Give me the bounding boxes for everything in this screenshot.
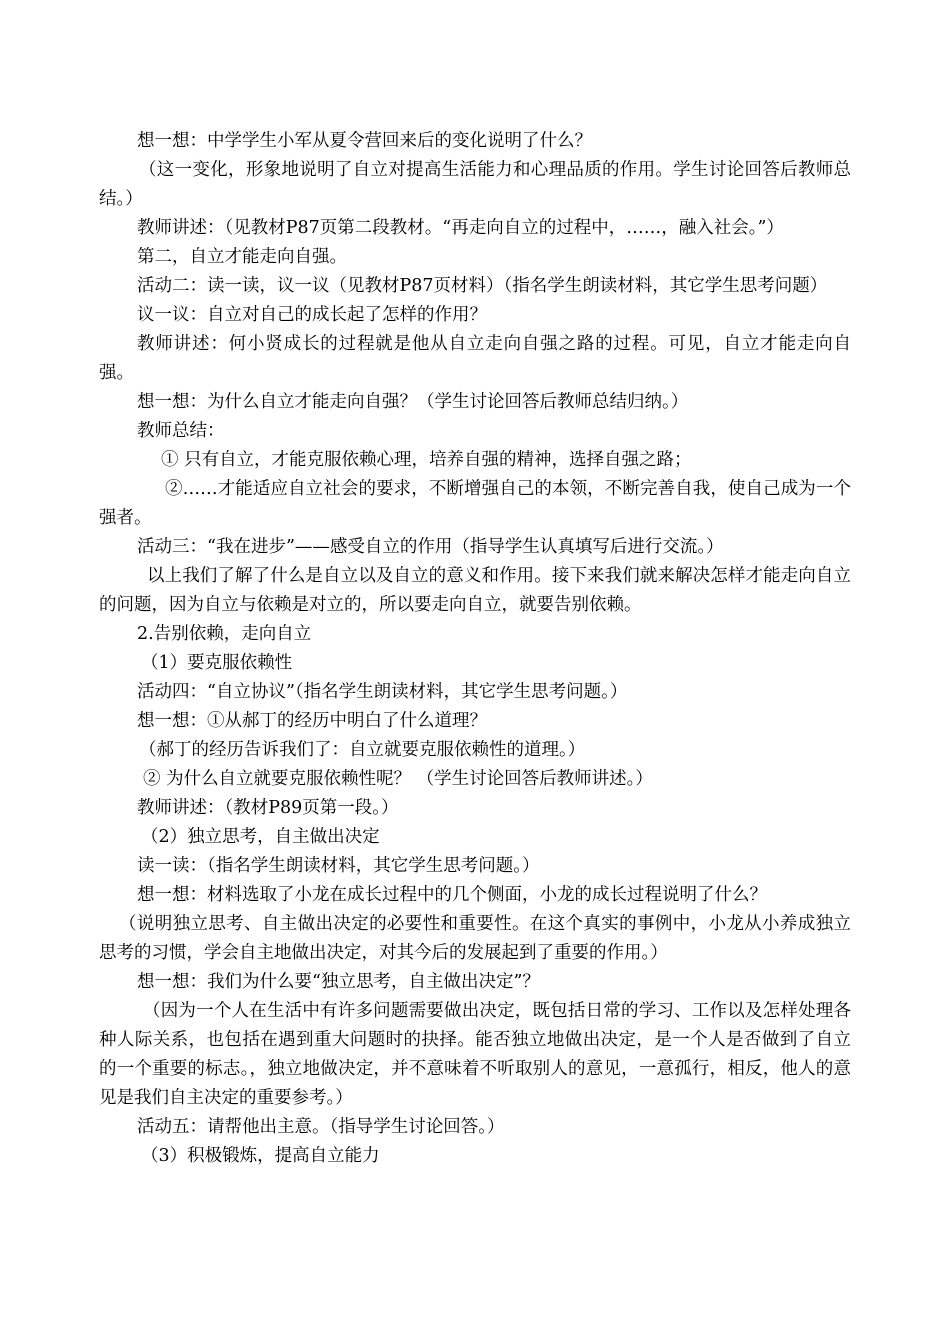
section-heading-2: 2.告别依赖，走向自立 bbox=[137, 624, 312, 644]
paragraph-haoding-answer: （郝丁的经历告诉我们了：自立就要克服依赖性的道理。） bbox=[139, 740, 586, 760]
paragraph-teacher-lecture-p89: 教师讲述：（教材P89页第一段。） bbox=[137, 798, 399, 818]
paragraph-think-haoding: 想一想：①从郝丁的经历中明白了什么道理？ bbox=[137, 711, 487, 731]
paragraph-activity-two: 活动二：读一读，议一议（见教材P87页材料）（指名学生朗读材料，其它学生思考问题） bbox=[137, 276, 828, 296]
paragraph-activity-five: 活动五：请帮他出主意。（指导学生讨论回答。） bbox=[137, 1117, 505, 1137]
subsection-heading-3: （3）积极锻炼，提高自立能力 bbox=[141, 1146, 380, 1166]
paragraph-transition: 以上我们了解了什么是自立以及自立的意义和作用。接下来我们就来解决怎样才能走向自立的问题，因为自立与依赖是对立的，所以要走向自立，就要告别依赖。 bbox=[99, 566, 851, 615]
document-body bbox=[99, 127, 851, 1171]
paragraph-discuss: 议一议：自立对自己的成长起了怎样的作用？ bbox=[137, 305, 487, 325]
paragraph-activity-four: 活动四：“自立协议”（指名学生朗读材料，其它学生思考问题。） bbox=[137, 682, 628, 702]
paragraph-change-explanation: （这一变化，形象地说明了自立对提高生活能力和心理品质的作用。学生讨论回答后教师总结。） bbox=[99, 160, 851, 209]
paragraph-think-xiaolong: 想一想：材料选取了小龙在成长过程中的几个侧面，小龙的成长过程说明了什么？ bbox=[137, 885, 767, 905]
paragraph-second-point: 第二，自立才能走向自强。 bbox=[137, 247, 347, 267]
paragraph-summary-point-1: ① 只有自立，才能克服依赖心理，培养自强的精神，选择自强之路； bbox=[161, 450, 692, 470]
paragraph-independent-answer: （因为一个人在生活中有许多问题需要做出决定，既包括日常的学习、工作以及怎样处理各种人际关系，也包括在遇到重大问题时的抉择。能否独立地做出决定，是一个人是否做到了自立的一个重要的标志。，独立地做决定，并不意味着不听取别人的意见，一意孤行，相反，他人的意见是我们自主决定的重要参考。） bbox=[99, 1001, 851, 1108]
paragraph-teacher-lecture-p87: 教师讲述：（见教材P87页第二段教材。“再走向自立的过程中，……，融入社会。”） bbox=[137, 218, 784, 238]
paragraph-think-xiaojun: 想一想：中学学生小军从夏令营回来后的变化说明了什么？ bbox=[137, 131, 592, 151]
paragraph-teacher-summary: 教师总结： bbox=[137, 421, 225, 441]
paragraph-xiaolong-answer: （说明独立思考、自主做出决定的必要性和重要性。在这个真实的事例中，小龙从小养成独立思考的习惯，学会自主地做出决定，对其今后的发展起到了重要的作用。） bbox=[99, 914, 851, 963]
paragraph-think-independent: 想一想：我们为什么要“独立思考，自主做出决定”？ bbox=[137, 972, 540, 992]
paragraph-teacher-lecture-he: 教师讲述：何小贤成长的过程就是他从自立走向自强之路的过程。可见，自立才能走向自强。 bbox=[99, 334, 851, 383]
paragraph-activity-three: 活动三：“我在进步”——感受自立的作用（指导学生认真填写后进行交流。） bbox=[137, 537, 724, 557]
paragraph-why-overcome: ② 为什么自立就要克服依赖性呢？ （学生讨论回答后教师讲述。） bbox=[143, 769, 653, 789]
paragraph-summary-point-2: ②……才能适应自立社会的要求，不断增强自己的本领，不断完善自我，使自己成为一个强者。 bbox=[99, 479, 851, 528]
subsection-heading-1: （1）要克服依赖性 bbox=[141, 653, 293, 673]
subsection-heading-2: （2）独立思考，自主做出决定 bbox=[141, 827, 380, 847]
paragraph-think-why-self-strength: 想一想：为什么自立才能走向自强？（学生讨论回答后教师总结归纳。） bbox=[137, 392, 689, 412]
paragraph-read: 读一读：（指名学生朗读材料，其它学生思考问题。） bbox=[137, 856, 540, 876]
